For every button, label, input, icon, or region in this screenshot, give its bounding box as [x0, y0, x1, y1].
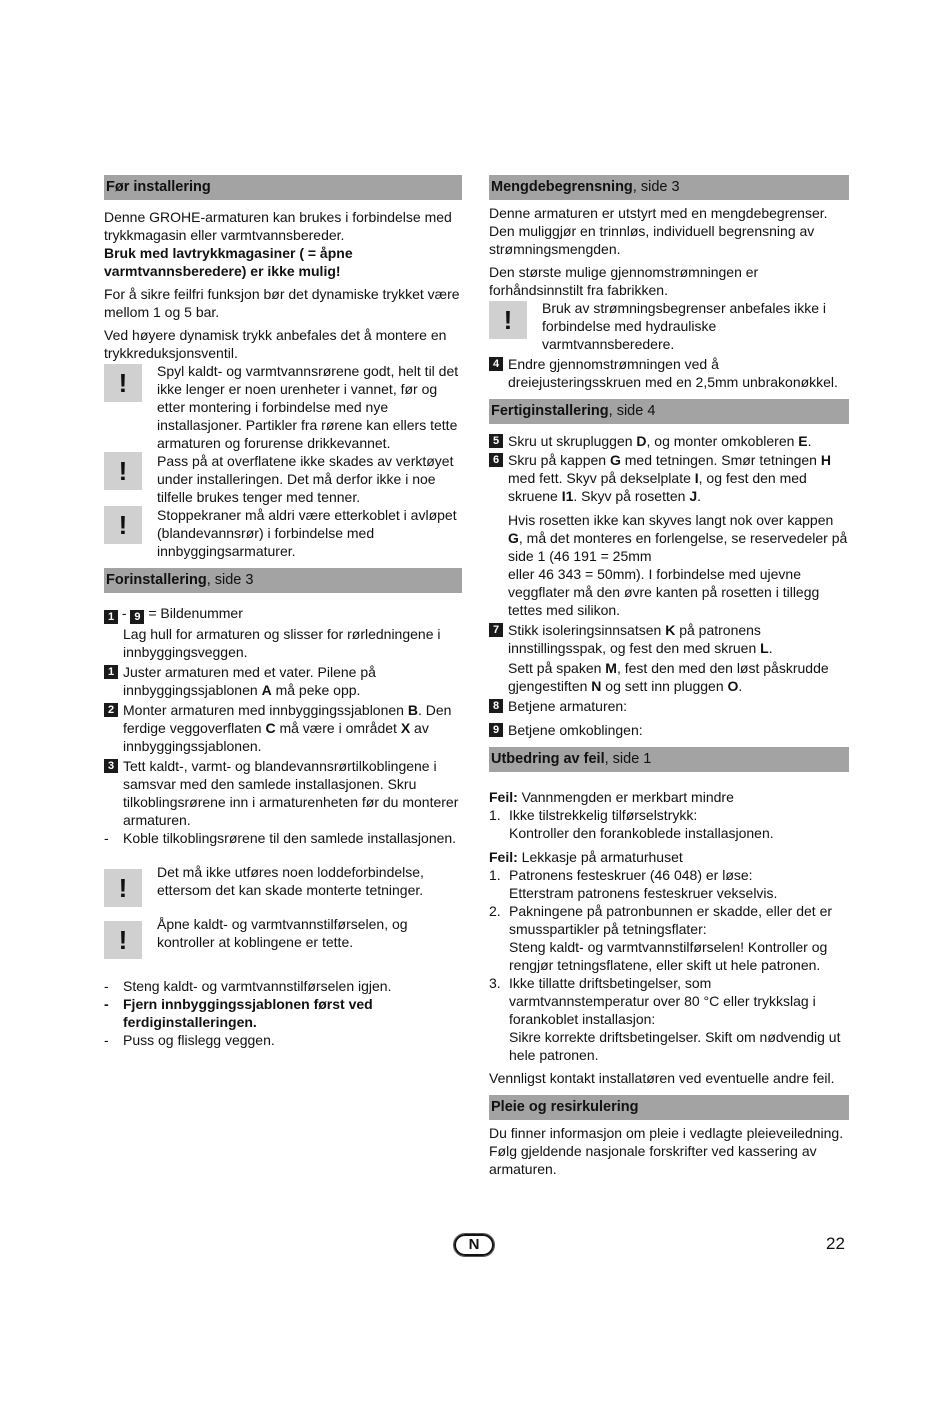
step-item: 8 Betjene armaturen: — [489, 697, 849, 715]
warning-note — [489, 299, 849, 353]
warning-icon: ! — [104, 921, 142, 959]
paragraph: For å sikre feilfri funksjon bør det dynamiske trykket være mellom 1 og 5 bar. — [104, 286, 460, 320]
warning-note — [104, 452, 462, 506]
step-number: 1 — [104, 610, 118, 624]
warning-icon: ! — [104, 506, 142, 544]
warning-note — [104, 506, 462, 560]
step-item: 6 Skru på kappen G med tetningen. Smør tetningen H med fett. Skyv på dekselplate I, og fest den med skruene I1. Skyv på rosetten J. — [489, 451, 849, 505]
dash-item: - Puss og flislegg veggen. — [104, 1032, 275, 1048]
dash-item-bold: - Fjern innbyggingssjablonen først ved ferdiginstalleringen. — [104, 996, 373, 1030]
step-number: 5 — [489, 434, 503, 448]
paragraph: Denne GROHE-armaturen kan brukes i forbindelse med trykkmagasin eller varmtvannsbereder. — [104, 209, 452, 243]
step-number: 1 — [104, 665, 118, 679]
step-number: 3 — [104, 759, 118, 773]
warning-text: Det må ikke utføres noen loddeforbindelse, ettersom det kan skade monterte tetninger. — [157, 864, 424, 898]
warning-text: Bruk av strømningsbegrenser anbefales ikke i forbindelse med hydrauliske varmtvannsberedere. — [542, 300, 827, 352]
page-number: 22 — [826, 1234, 845, 1253]
paragraph: Lag hull for armaturen og slisser for rørledningene i innbyggingsveggen. — [123, 626, 441, 660]
left-column — [104, 175, 462, 1049]
figure-range-line: 1 - 9 = Bildenummer — [104, 604, 462, 624]
paragraph: Ved høyere dynamisk trykk anbefales det å montere en trykkreduksjonsventil. — [104, 327, 447, 361]
warning-text: Pass på at overflatene ikke skades av verktøyet under installeringen. Det må derfor ikke i noe tilfelle brukes tenger med tenner. — [157, 453, 454, 505]
step-number: 7 — [489, 623, 503, 637]
warning-text: Åpne kaldt- og varmtvannstilførselen, og kontroller at koblingene er tette. — [157, 916, 408, 950]
section-header-flow-limiter: Mengdebegrensning, side 3 — [489, 175, 849, 200]
fault-heading: Feil: Vannmengden er merkbart mindre — [489, 789, 734, 805]
warning-icon: ! — [104, 869, 142, 907]
step-item: 5 Skru ut skrupluggen D, og monter omkobleren E. — [489, 432, 849, 450]
step-item: 7 Stikk isoleringsinnsatsen K på patronens innstillingsspak, og fest den med skruen L. — [489, 621, 849, 657]
fault-heading: Feil: Lekkasje på armaturhuset — [489, 849, 683, 865]
warning-note — [104, 362, 462, 452]
fault-item: 3. Ikke tillatte driftsbetingelser, som varmtvannstemperatur over 80 °C eller trykkslag i forankoblet installasjon: Sikre korrekte driftsbetingelser. Skift om nødvendig ut hele patronen. — [489, 975, 841, 1063]
warning-note — [104, 863, 462, 903]
section-header-troubleshooting: Utbedring av feil, side 1 — [489, 747, 849, 772]
warning-note — [104, 915, 462, 955]
warning-text-bold: Bruk med lavtrykkmagasiner ( = åpne varmtvannsberedere) er ikke mulig! — [104, 245, 353, 279]
paragraph: Hvis rosetten ikke kan skyves langt nok over kappen G, må det monteres en forlengelse, se reservedeler på side 1 (46 191 = 25mm eller 46 343 = 50mm). I forbindelse med ujevne veggflater må den øvre kanten på rosetten i tillegg tettes med silikon. — [508, 512, 848, 618]
step-number: 6 — [489, 453, 503, 467]
step-number: 2 — [104, 703, 118, 717]
step-item: 3 Tett kaldt-, varmt- og blandevannsrørtilkoblingene i samsvar med den samlede installasjonen. Skru tilkoblingsrørene inn i armaturenheten før du monterer armaturen. — [104, 757, 462, 829]
paragraph: Den største mulige gjennomstrømningen er forhåndsinnstilt fra fabrikken. — [489, 264, 759, 298]
fault-item: 1. Patronens festeskruer (46 048) er løse: Etterstram patronens festeskruer vekselvis. — [489, 867, 778, 901]
dash-item: - Koble tilkoblingsrørene til den samlede installasjonen. — [104, 830, 457, 846]
step-item: 4 Endre gjennomstrømningen ved å dreiejusteringsskruen med en 2,5mm unbrakonøkkel. — [489, 355, 849, 391]
warning-text: Spyl kaldt- og varmtvannsrørene godt, helt til det ikke lenger er noen urenheter i vannet, før og etter montering i forbindelse med nye installasjoner. Partikler fra rørene kan ellers tette armaturen og forurense drikkevannet. — [157, 363, 459, 451]
right-column — [489, 175, 849, 1183]
step-number: 9 — [130, 610, 144, 624]
step-item: 1 Juster armaturen med et vater. Pilene på innbyggingssjablonen A må peke opp. — [104, 663, 462, 699]
step-number: 8 — [489, 699, 503, 713]
warning-icon: ! — [104, 364, 142, 402]
fault-item: 2. Pakningene på patronbunnen er skadde, eller det er smusspartikler på tetningsflater: Steng kaldt- og varmtvannstilførselen! Kontroller og rengjør tetningsflatene, eller skift ut hele patronen. — [489, 903, 833, 973]
section-header-before-install: Før installering — [104, 175, 462, 200]
paragraph: Vennligst kontakt installatøren ved eventuelle andre feil. — [489, 1070, 835, 1086]
language-badge: N — [454, 1234, 494, 1256]
dash-item: - Steng kaldt- og varmtvannstilførselen igjen. — [104, 978, 392, 994]
warning-icon: ! — [489, 301, 527, 339]
step-number: 9 — [489, 723, 503, 737]
warning-text: Stoppekraner må aldri være etterkoblet i avløpet (blandevannsrør) i forbindelse med innbyggingsarmaturer. — [157, 507, 457, 559]
paragraph: Sett på spaken M, fest den med den løst påskrudde gjengestiften N og sett inn pluggen O. — [508, 660, 829, 694]
step-item: 2 Monter armaturen med innbyggingssjablonen B. Den ferdige veggoverflaten C må være i området X av innbyggingssjablonen. — [104, 701, 462, 755]
section-header-care: Pleie og resirkulering — [489, 1095, 849, 1120]
section-header-final-install: Fertiginstallering, side 4 — [489, 399, 849, 424]
paragraph: Du finner informasjon om pleie i vedlagte pleieveiledning. Følg gjeldende nasjonale forskrifter ved kassering av armaturen. — [489, 1125, 844, 1177]
warning-icon: ! — [104, 452, 142, 490]
fault-item: 1. Ikke tilstrekkelig tilførselstrykk: Kontroller den forankoblede installasjonen. — [489, 807, 774, 841]
step-item: 9 Betjene omkoblingen: — [489, 721, 849, 739]
section-header-preinstall: Forinstallering, side 3 — [104, 568, 462, 593]
step-number: 4 — [489, 357, 503, 371]
paragraph: Denne armaturen er utstyrt med en mengdebegrenser. Den muliggjør en trinnløs, individuell begrensning av strømningsmengden. — [489, 205, 828, 257]
